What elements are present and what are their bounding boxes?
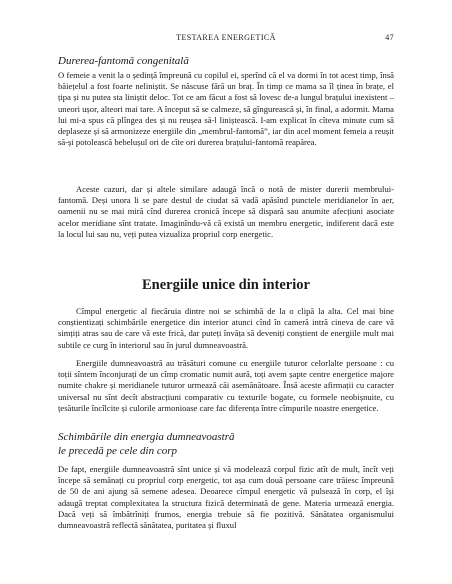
paragraph: Aceste cazuri, dar și altele similare adaugă încă o notă de mister durerii membrului-fantomă. Deși unora li se pare destul de ciudat să vadă apăsînd punctele meridianelor în aer, oamenii nu se mai miră cînd durerea cronică începe să dispară sau anumite afecțiuni asociate acelor meridiane sînt tratate. Imaginîndu-vă că există un membru energetic, indiferent dacă este la locul lui sau nu, veți putea vizualiza propriul corp energetic. <box>58 184 394 239</box>
page-number: 47 <box>385 33 394 42</box>
paragraph: O femeie a venit la o ședință împreună cu copilul ei, sperînd că el va dormi în tot acest timp, însă băiețelul a fost foarte neliniștit. Se născuse fără un braț. În timp ce mama sa îl ținea în brațe, el țipa și nu putea sta liniștit deloc. Tot ce am făcut a fost să lovesc de-a lungul brațului inexistent – uneori ușor, alteori mai tare. A început să se calmeze, să gîngurească și, în final, a adormit. Mama lui mi-a spus că plîngea des și nu reușea să-l liniștească. I-am explicat în cîteva minute cum să deplaseze și să armonizeze energiile din „membrul-fantomă”, iar din acel moment femeia a reușit să-și potolească bebelușul ori de cîte ori durerea brațului-fantomă reapărea. <box>58 70 394 148</box>
section-heading-phantom-pain: Durerea-fantomă congenitală <box>58 55 189 67</box>
running-header <box>58 33 394 45</box>
paragraph: Cîmpul energetic al fiecăruia dintre noi se schimbă de la o clipă la alta. Cel mai bine conștientizați schimbările energetice din interior atunci cînd în cameră intră cineva de care vă simțiți atras sau de care vă este frică, dar puteți învăța să deveniți conștient de energiile mult mai subtile ce curg în interiorul sau în jurul dumneavoastră. <box>58 306 394 350</box>
section-heading-energy-changes-line1: Schimbările din energia dumneavoastră <box>58 431 235 443</box>
paragraph: De fapt, energiile dumneavoastră sînt unice și vă modelează corpul fizic atît de mult, încît veți începe să semănați cu propriul corp energetic, tot așa cum două persoane care trăiesc împreună de 50 de ani ajung să semene adesea. Deoarece cîmpul energetic vă pulsează în corp, el își adaugă treptat complexitatea la structura fizică determinată de gene. Materia urmează energia. Dacă veți să îmbătrîniți frumos, energia trebuie să fie pozitivă. Sănătatea organismului dumneavoastră reflectă sănătatea, puritatea și fluxul <box>58 464 394 531</box>
section-heading-energy-changes-line2: le precedă pe cele din corp <box>58 445 178 457</box>
section-heading-unique-energies: Energiile unice din interior <box>142 277 310 293</box>
running-title: TESTAREA ENERGETICĂ <box>176 33 276 42</box>
paragraph: Energiile dumneavoastră au trăsături comune cu energiile tuturor celorlalte persoane : cu toții sîntem înconjurați de un cîmp cromatic numit aură, toți avem șapte centre energetice majore numite chakre și meridianele tuturor urmează căi asemănătoare. Însă aceste afirmații cu caracter universal nu sînt decît abstracțiuni comparativ cu texturile bogate, cu formele neobișnuite, cu țesăturile încîlcite și culorile armonioase care fac diferența între cîmpurile noastre energetice. <box>58 358 394 413</box>
